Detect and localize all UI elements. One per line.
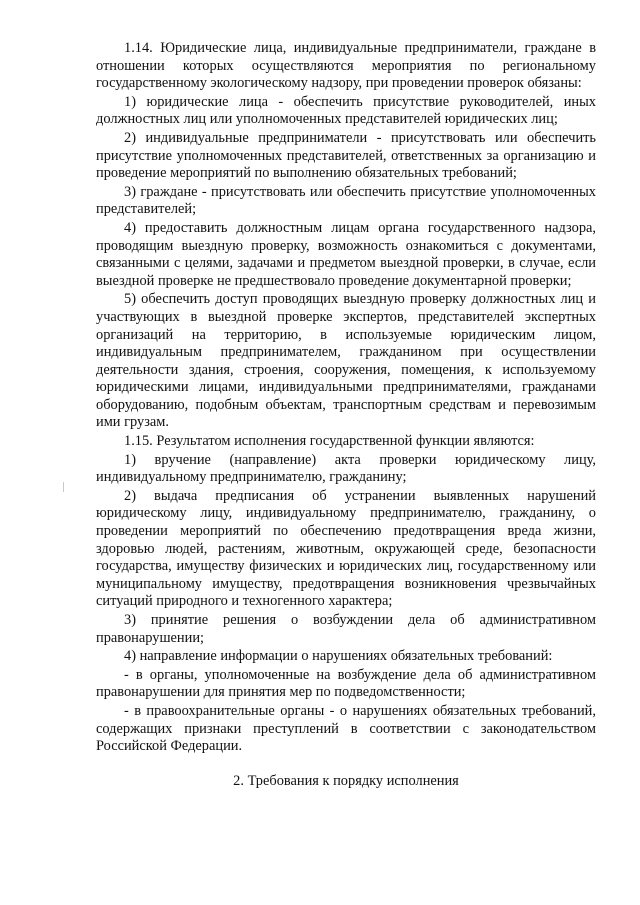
paragraph-1-15-item-1: 1) вручение (направление) акта проверки юридическому лицу, индивидуальному предпринимателю, гражданину; [96,451,596,486]
paragraph-1-14: 1.14. Юридические лица, индивидуальные предприниматели, граждане в отношении которых осуществляются мероприятия по региональному государственному экологическому надзору, при проведении проверок обязаны: [96,40,596,92]
paragraph-1-14-item-5: 5) обеспечить доступ проводящих выездную проверку должностных лиц и участвующих в выездной проверке экспертов, представителей экспертных организаций на территорию, в используемые юридическим лицом, индивидуальным предпринимателем, гражданином при осуществлении деятельности здания, строения, сооружения, помещения, к используемому юридическими лицами, индивидуальными предпринимателями, гражданами оборудованию, подобным объектам, транспортным средствам и перевозимым ими грузам. [96,291,596,431]
paragraph-1-14-item-4: 4) предоставить должностным лицам органа государственного надзора, проводящим выездную проверку, возможность ознакомиться с документами, связанными с целями, задачами и предметом выездной проверки, в случае, если выездной проверке не предшествовало проведение документарной проверки; [96,219,596,289]
paragraph-1-14-item-2: 2) индивидуальные предприниматели - присутствовать или обеспечить присутствие уполномоченных представителей, ответственных за организацию и проведение мероприятий по выполнению обязательных требований; [96,129,596,182]
paragraph-1-14-item-1: 1) юридические лица - обеспечить присутствие руководителей, иных должностных лиц или уполномоченных представителей юридических лиц; [96,93,596,128]
paragraph-1-15-item-4: 4) направление информации о нарушениях обязательных требований: [124,648,553,665]
document-body [96,40,596,756]
paragraph-1-15: 1.15. Результатом исполнения государственной функции являются: [124,433,535,450]
section-heading: 2. Требования к порядку исполнения [233,773,459,789]
paragraph-1-15-item-3: 3) принятие решения о возбуждении дела об административном правонарушении; [96,612,596,646]
paragraph-1-14-item-3: 3) граждане - присутствовать или обеспечить присутствие уполномоченных представителей; [96,183,596,218]
scan-artifact [63,482,64,492]
paragraph-1-15-item-2: 2) выдача предписания об устранении выявленных нарушений юридическому лицу, индивидуальному предпринимателю, гражданину, о проведении мероприятий по обеспечению предотвращения вреда жизни, здоровью людей, растениям, животным, окружающей среде, безопасности государства, имуществу физических и юридических лиц, государственному или муниципальному имуществу, предотвращения возникновения чрезвычайных ситуаций природного и техногенного характера; [96,487,596,610]
paragraph-1-15-item-4-subitem-2: - в правоохранительные органы - о нарушениях обязательных требований, содержащих признаки преступлений в соответствии с законодательством Российской Федерации. [96,702,596,755]
paragraph-1-15-item-4-subitem-1: - в органы, уполномоченные на возбуждение дела об административном правонарушении для принятия мер по подведомственности; [96,666,596,701]
